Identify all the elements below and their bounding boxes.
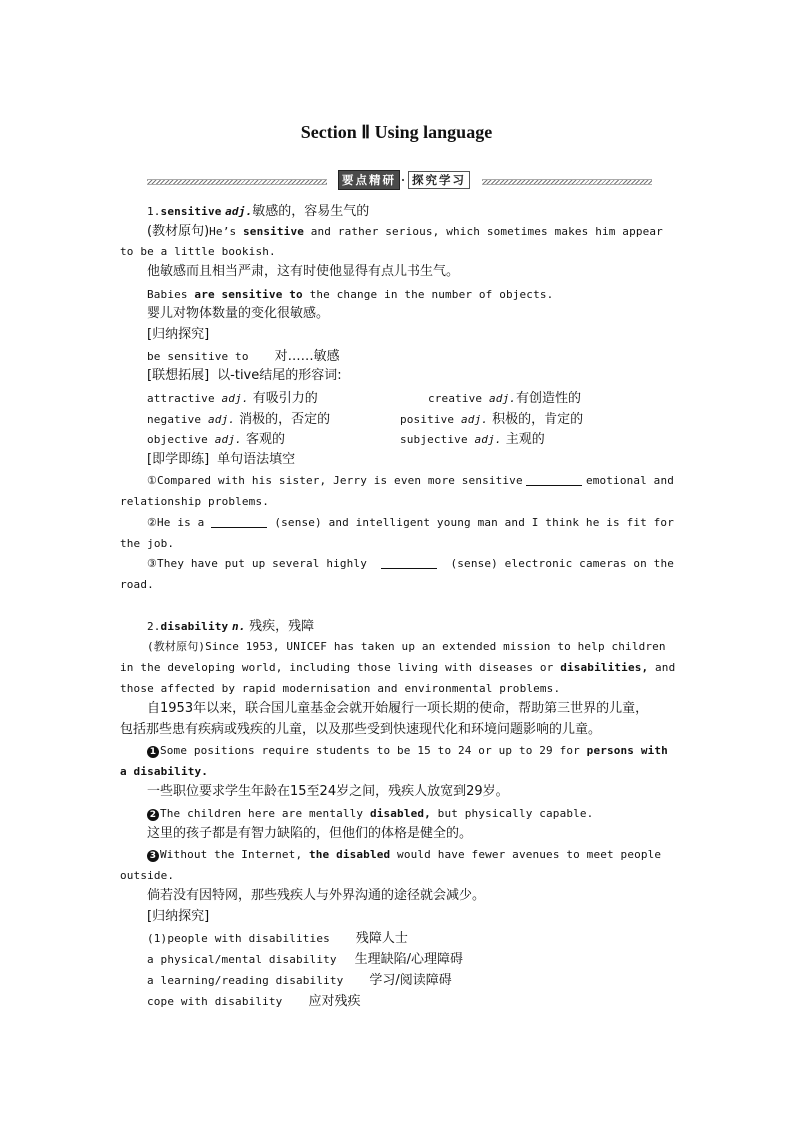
text-bold: persons with: [586, 744, 668, 757]
text-bold: disabilities,: [560, 661, 649, 674]
phrase-en: a learning/reading disability: [147, 974, 344, 987]
original-sentence-line2: to be a little bookish.: [120, 245, 276, 258]
original-sentence-line1: (教材原句)Since 1953, UNICEF has taken up an extended mission to help children: [147, 640, 666, 653]
extension-line: [147, 368, 342, 384]
entry-pos: adj.: [225, 205, 253, 218]
banner-rule-left: [147, 179, 327, 185]
example-sentence: [147, 286, 553, 303]
example-3-line1: [147, 847, 661, 863]
phrase-line: [147, 972, 452, 989]
text: and rather serious, which sometimes makes him appear: [303, 225, 663, 238]
adj-word: positive: [400, 413, 461, 426]
example-number-badge: 3: [147, 850, 159, 862]
phrase-en: (1)people with disabilities: [147, 932, 330, 945]
original-translation-line1: 自1953年以来，联合国儿童基金会就开始履行一项长期的使命，帮助第三世界的儿童，: [147, 701, 649, 716]
text: He’s: [209, 225, 244, 238]
adj-word: subjective: [400, 433, 475, 446]
phrase-cn: 对……敏感: [274, 349, 340, 364]
text: and: [648, 661, 676, 674]
phrase-line: [147, 951, 463, 968]
text: but physically capable.: [430, 807, 594, 820]
practice-line: [147, 452, 295, 468]
question-2-line1: [147, 515, 674, 531]
question-text: ②He is a: [147, 516, 205, 529]
adj-row-2-left: [147, 411, 330, 428]
adj-meaning: 客观的: [241, 432, 285, 447]
original-sentence-line2: [120, 660, 674, 676]
question-2-line2: the job.: [120, 537, 175, 550]
adj-row-3-left: [147, 431, 285, 448]
phrase-line: [147, 348, 340, 365]
adj-meaning: 积极的，肯定的: [488, 412, 584, 427]
original-translation-line2: 包括那些患有疾病或残疾的儿童，以及那些受到快速现代化和环境问题影响的儿童。: [120, 722, 602, 737]
entry-heading-disability: [147, 618, 314, 635]
adj-row-1-right: [428, 390, 581, 407]
question-3-line1: [147, 556, 674, 572]
text-bold: sensitive: [243, 225, 304, 238]
adj-meaning: 有吸引力的: [248, 391, 318, 406]
entry-heading-sensitive: [147, 203, 369, 220]
extension-tag: [联想拓展]: [147, 368, 210, 383]
example-1-translation: 一些职位要求学生年龄在15至24岁之间，残疾人放宽到29岁。: [147, 784, 509, 799]
question-3-line2: road.: [120, 578, 154, 591]
example-number-badge: 2: [147, 809, 159, 821]
example-3-translation: 倘若没有因特网，那些残疾人与外界沟通的途径就会减少。: [147, 888, 486, 903]
entry-word: disability: [160, 620, 229, 633]
phrase-en: a physical/mental disability: [147, 953, 337, 966]
summary-tag: [归纳探究]: [147, 909, 210, 924]
example-2-translation: 这里的孩子都是有智力缺陷的，但他们的体格是健全的。: [147, 826, 473, 841]
practice-text: 单句语法填空: [217, 452, 296, 467]
entry-number: 1.: [147, 205, 161, 218]
answer-blank[interactable]: [381, 556, 437, 569]
text-bold: disabled,: [369, 807, 431, 820]
phrase-en: be sensitive to: [147, 350, 249, 363]
question-1-line1: [147, 473, 674, 489]
phrase-line: [147, 993, 360, 1010]
adj-row-3-right: [400, 431, 545, 448]
example-translation: 婴儿对物体数量的变化很敏感。: [147, 306, 330, 321]
example-number-badge: 1: [147, 746, 159, 758]
adj-row-1-left: [147, 390, 318, 407]
adj-pos: adj.: [214, 433, 242, 446]
adj-pos: adj.: [221, 392, 249, 405]
phrase-cn: 应对残疾: [308, 994, 361, 1009]
entry-meaning: 敏感的，容易生气的: [252, 204, 370, 219]
adj-pos: adj.: [488, 392, 517, 405]
banner-rule-right: [482, 179, 652, 185]
text: Some positions require students to be 15 to 24 or up to 29 for: [160, 744, 587, 757]
example-3-line2: outside.: [120, 869, 175, 882]
entry-number: 2.: [147, 620, 161, 633]
adj-pos: adj.: [474, 433, 502, 446]
text-bold: the disabled: [309, 848, 391, 861]
text: the change in the number of objects.: [302, 288, 554, 301]
adj-word: attractive: [147, 392, 222, 405]
summary-tag: [归纳探究]: [147, 327, 210, 342]
text: The children here are mentally: [160, 807, 370, 820]
original-sentence-line3: those affected by rapid modernisation and environmental problems.: [120, 682, 561, 695]
text: would have fewer avenues to meet people: [390, 848, 662, 861]
adj-row-2-right: [400, 411, 583, 428]
phrase-cn: 残障人士: [355, 931, 408, 946]
phrase-line: [147, 930, 408, 947]
adj-word: objective: [147, 433, 215, 446]
adj-pos: adj.: [207, 413, 236, 426]
original-sentence-line1: [147, 223, 674, 240]
question-text: emotional and: [585, 474, 674, 487]
text: in the developing world, including those living with diseases or: [120, 661, 561, 674]
question-text: ③They have put up several highly: [147, 557, 367, 570]
entry-word: sensitive: [160, 205, 222, 218]
text: Without the Internet,: [160, 848, 309, 861]
text: Babies: [147, 288, 195, 301]
section-banner: [147, 172, 652, 190]
adj-word: creative: [428, 392, 489, 405]
text-bold: are sensitive to: [194, 288, 303, 301]
example-1-line2: a disability.: [120, 765, 209, 778]
practice-tag: [即学即练]: [147, 452, 210, 467]
question-1-line2: relationship problems.: [120, 495, 269, 508]
question-text: (sense) electronic cameras on the: [450, 557, 674, 570]
question-text: (sense) and intelligent young man and I think he is fit for: [274, 516, 674, 529]
entry-pos: n.: [231, 620, 246, 633]
example-1-line1: [147, 743, 668, 759]
question-text: ①Compared with his sister, Jerry is even more sensitive: [147, 474, 523, 487]
adj-meaning: 有创造性的: [516, 391, 582, 406]
entry-meaning: 残疾，残障: [249, 619, 315, 634]
answer-blank[interactable]: [526, 473, 582, 486]
page-title: Section Ⅱ Using language: [300, 122, 493, 142]
adj-meaning: 主观的: [501, 432, 545, 447]
phrase-cn: 生理缺陷/心理障碍: [354, 952, 464, 967]
original-tag: (教材原句): [147, 224, 210, 239]
phrase-cn: 学习/阅读障碍: [369, 973, 452, 988]
example-2: [147, 806, 593, 822]
original-translation: 他敏感而且相当严肃，这有时使他显得有点儿书生气。: [147, 264, 460, 279]
extension-text: 以-tive结尾的形容词:: [217, 368, 342, 383]
phrase-en: cope with disability: [147, 995, 283, 1008]
adj-word: negative: [147, 413, 208, 426]
adj-meaning: 消极的，否定的: [235, 412, 331, 427]
banner-label: [329, 172, 479, 188]
adj-pos: adj.: [460, 413, 489, 426]
banner-label-main: 要点精研: [338, 170, 400, 190]
answer-blank[interactable]: [211, 515, 267, 528]
banner-label-dot: ·: [400, 173, 407, 187]
banner-label-sub: 探究学习: [408, 171, 470, 189]
